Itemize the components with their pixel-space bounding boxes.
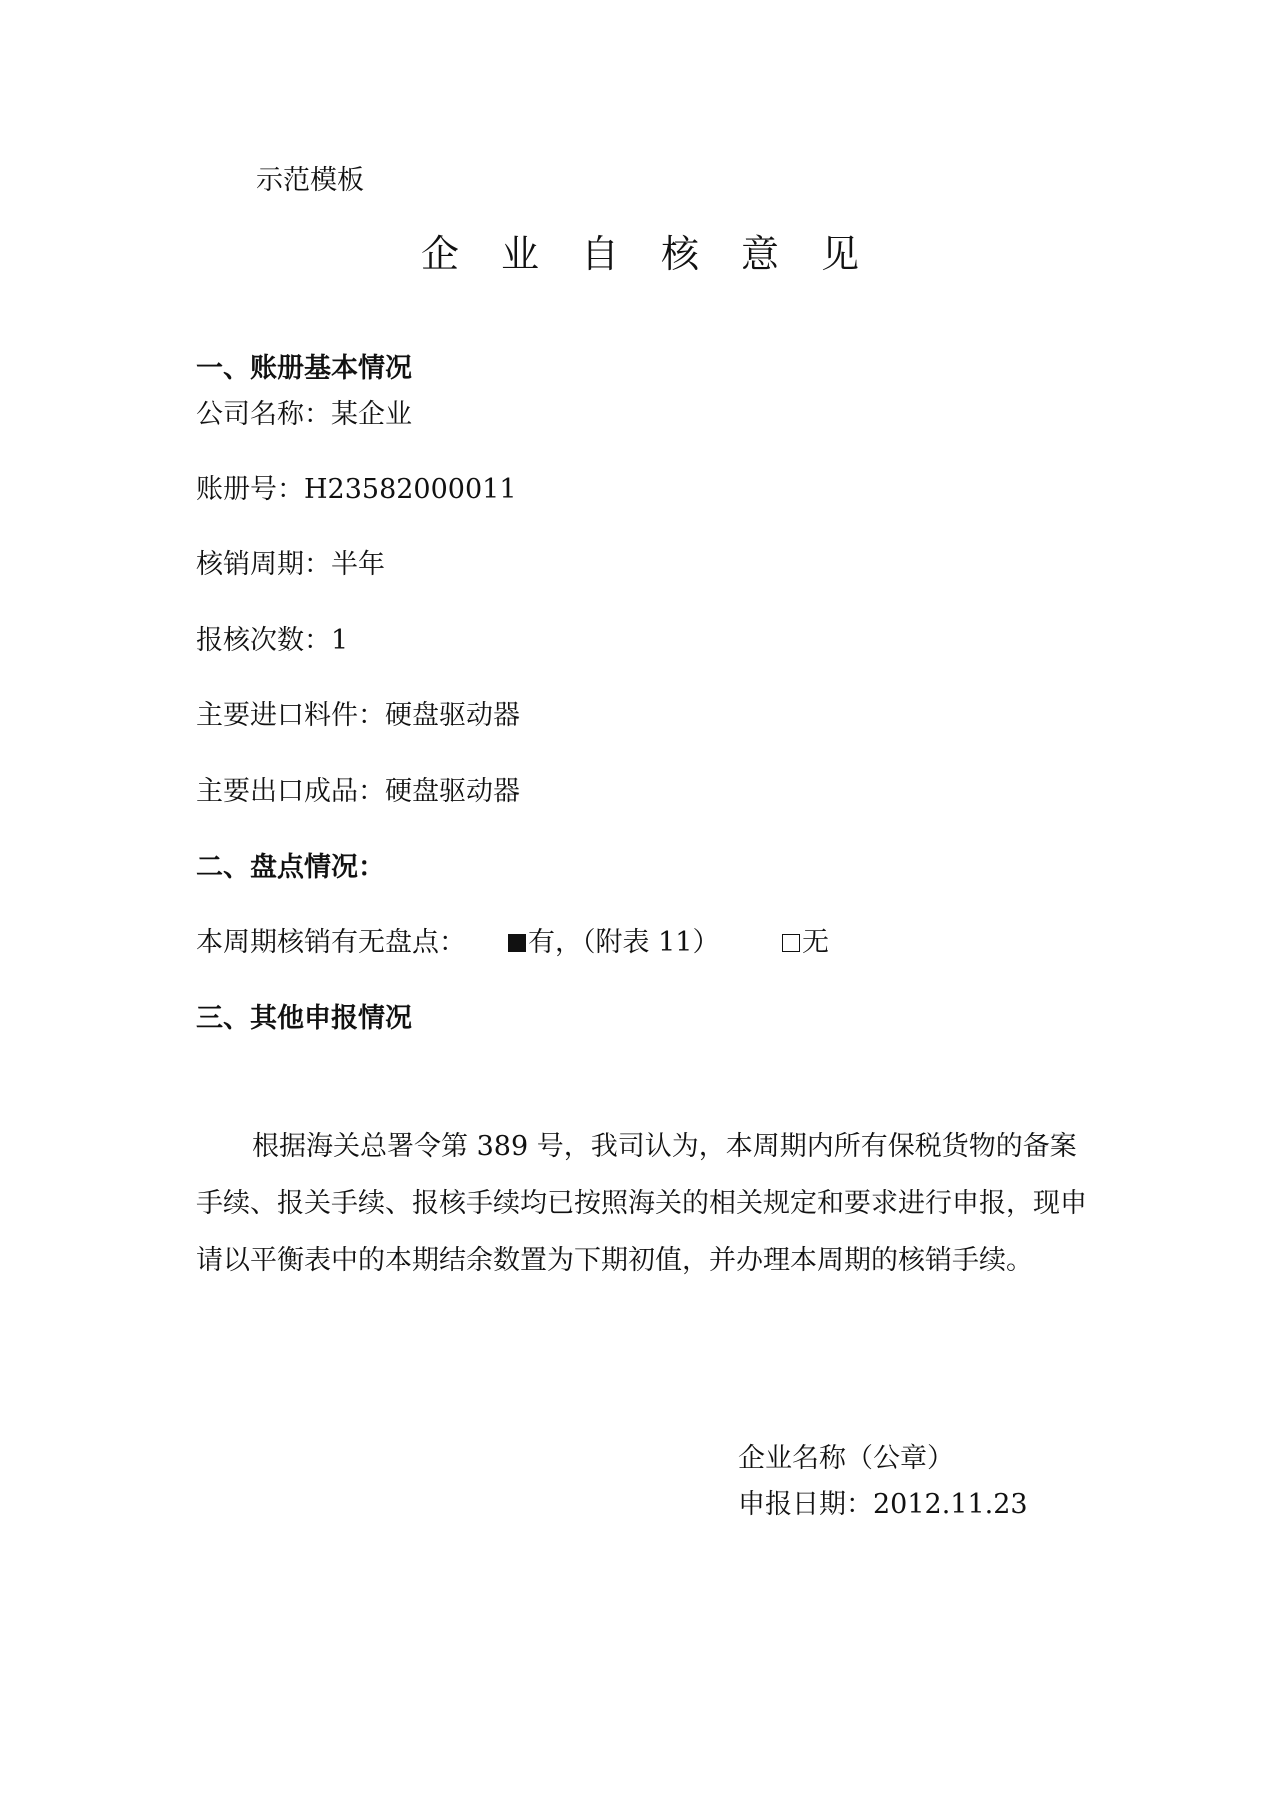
field-label: 公司名称：	[196, 399, 331, 430]
option-no[interactable]	[782, 926, 829, 960]
field-report-count	[196, 624, 348, 658]
date-value: 2012.11.23	[873, 1489, 1028, 1520]
date-label: 申报日期：	[738, 1489, 873, 1520]
section3-heading: 三、其他申报情况	[196, 1003, 412, 1034]
field-label: 账册号：	[196, 474, 304, 505]
field-label: 报核次数：	[196, 625, 331, 656]
checked-box-icon[interactable]	[508, 934, 526, 952]
signature-company: 企业名称（公章）	[738, 1443, 954, 1474]
inventory-question: 本周期核销有无盘点：	[196, 927, 466, 958]
field-account-number	[196, 473, 517, 507]
field-verification-cycle	[196, 548, 385, 582]
field-value: 1	[331, 625, 349, 656]
field-value: 某企业	[331, 399, 412, 430]
field-company-name	[196, 398, 412, 432]
field-label: 主要进口料件：	[196, 700, 385, 731]
declaration-paragraph: 根据海关总署令第 389 号，我司认为，本周期内所有保税货物的备案手续、报关手续、报核手续均已按照海关的相关规定和要求进行申报，现申请以平衡表中的本期结余数置为下期初值，并办理本周期的核销手续。	[196, 1131, 1087, 1276]
option-no-label: 无	[802, 927, 829, 958]
template-label: 示范模板	[256, 165, 364, 196]
section2-heading: 二、盘点情况：	[196, 852, 385, 883]
option-yes[interactable]	[508, 926, 719, 960]
field-value: 半年	[331, 549, 385, 580]
field-value: 硬盘驱动器	[385, 700, 520, 731]
field-label: 核销周期：	[196, 549, 331, 580]
field-main-imports	[196, 699, 520, 733]
field-value: H23582000011	[304, 474, 517, 505]
signature-date	[738, 1488, 1028, 1522]
unchecked-box-icon[interactable]	[782, 934, 800, 952]
option-yes-label: 有，（附表 11）	[528, 927, 720, 958]
field-label: 主要出口成品：	[196, 776, 385, 807]
section1-heading: 一、账册基本情况	[196, 353, 412, 384]
field-value: 硬盘驱动器	[385, 776, 520, 807]
document-title: 企业自核意见	[420, 232, 901, 276]
field-main-exports	[196, 775, 520, 809]
